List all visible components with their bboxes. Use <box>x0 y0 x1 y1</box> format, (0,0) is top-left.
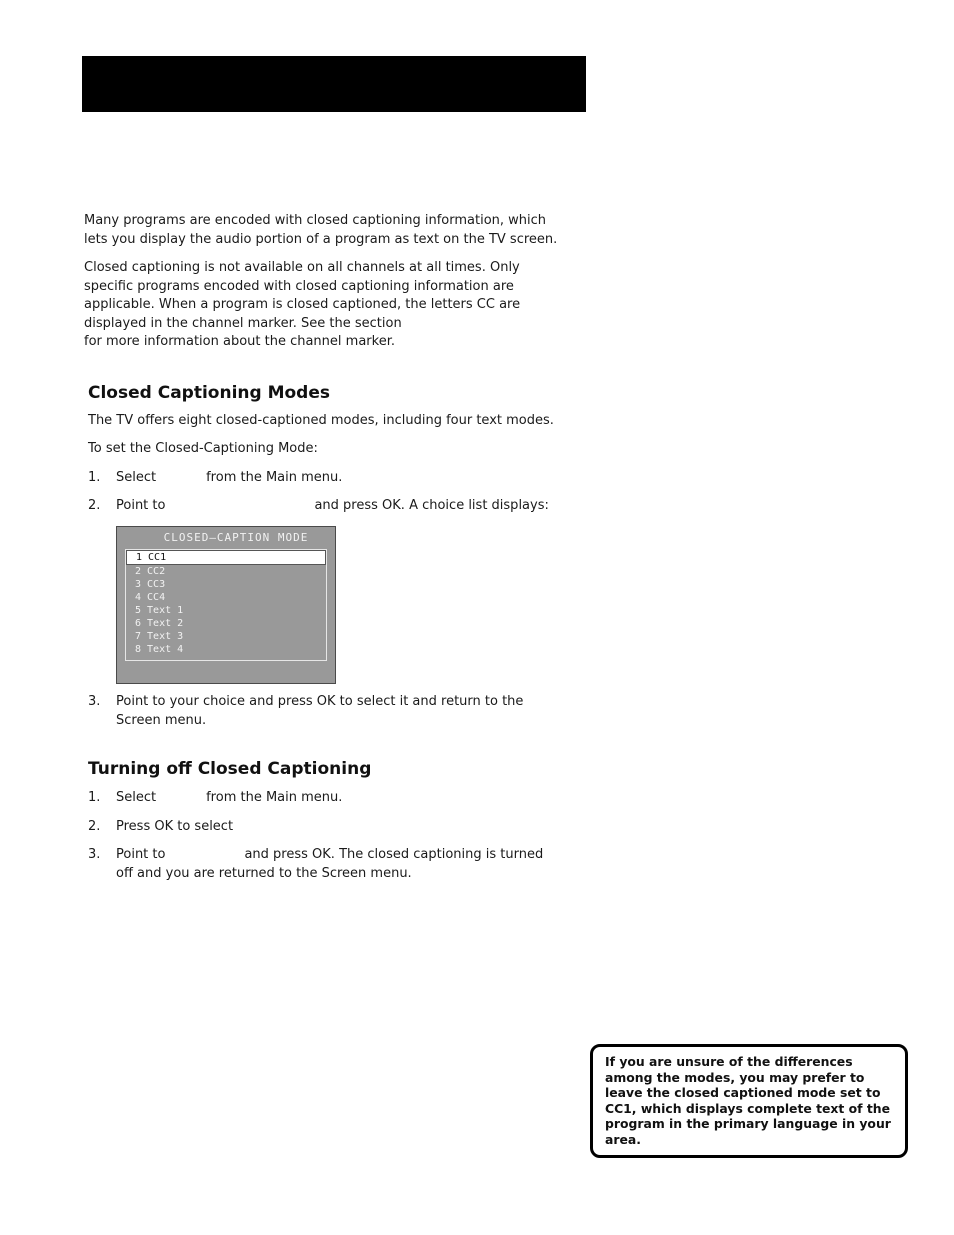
step-text: Select from the Main menu. <box>116 790 343 805</box>
menu-item-text-3[interactable]: 7 Text 3 <box>135 631 184 642</box>
step-text: Press OK to select <box>116 819 234 834</box>
header-bar <box>82 56 586 112</box>
menu-item-text-2[interactable]: 6 Text 2 <box>135 618 184 629</box>
menu-item-text-1[interactable]: 5 Text 1 <box>135 605 184 616</box>
modes-heading: Closed Captioning Modes <box>88 383 331 403</box>
menu-item-cc4[interactable]: 4 CC4 <box>135 592 166 603</box>
intro-paragraph-2-tail: for more information about the channel marker. <box>84 334 395 350</box>
modes-description: The TV offers eight closed-captioned modes, including four text modes. <box>88 413 554 428</box>
modes-lead-in: To set the Closed-Captioning Mode: <box>88 441 318 456</box>
step-number: 1. <box>88 790 101 805</box>
step-number: 3. <box>88 694 101 709</box>
menu-item-text-4[interactable]: 8 Text 4 <box>135 644 184 655</box>
menu-choice-list <box>125 549 327 661</box>
off-step-3 <box>88 846 558 886</box>
step-text: Point to your choice and press OK to select it and return to the Screen menu. <box>116 694 524 728</box>
intro-paragraph-1: Many programs are encoded with closed captioning information, which lets you display the audio portion of a program as text on the TV screen. <box>84 213 558 247</box>
tip-box: If you are unsure of the differences among the modes, you may prefer to leave the closed captioned mode set to CC1, which displays complete text of the program in the primary language in your area. <box>590 1044 908 1158</box>
intro-paragraph-2-text: Closed captioning is not available on all channels at all times. Only specific programs encoded with closed captioning information are applicable. When a program is closed captioned, the letters CC are displayed in the channel marker. See the section <box>84 260 521 331</box>
step-text: Point to and press OK. A choice list displays: <box>116 498 549 513</box>
step-text: Select from the Main menu. <box>116 470 343 485</box>
closed-caption-mode-menu <box>116 526 336 684</box>
menu-item-cc3[interactable]: 3 CC3 <box>135 579 166 590</box>
step-number: 1. <box>88 470 101 485</box>
menu-title: CLOSED–CAPTION MODE <box>163 531 309 544</box>
step-number: 2. <box>88 498 101 513</box>
menu-item-cc1[interactable]: 1 CC1 <box>126 550 326 565</box>
step-number: 2. <box>88 819 101 834</box>
step-text: Point to and press OK. The closed captioning is turned off and you are returned to the Screen menu. <box>116 847 544 881</box>
step-number: 3. <box>88 847 101 862</box>
off-heading: Turning off Closed Captioning <box>88 759 372 779</box>
menu-item-cc2[interactable]: 2 CC2 <box>135 566 166 577</box>
intro-paragraph-2 <box>84 259 564 352</box>
modes-step-3 <box>88 693 558 733</box>
